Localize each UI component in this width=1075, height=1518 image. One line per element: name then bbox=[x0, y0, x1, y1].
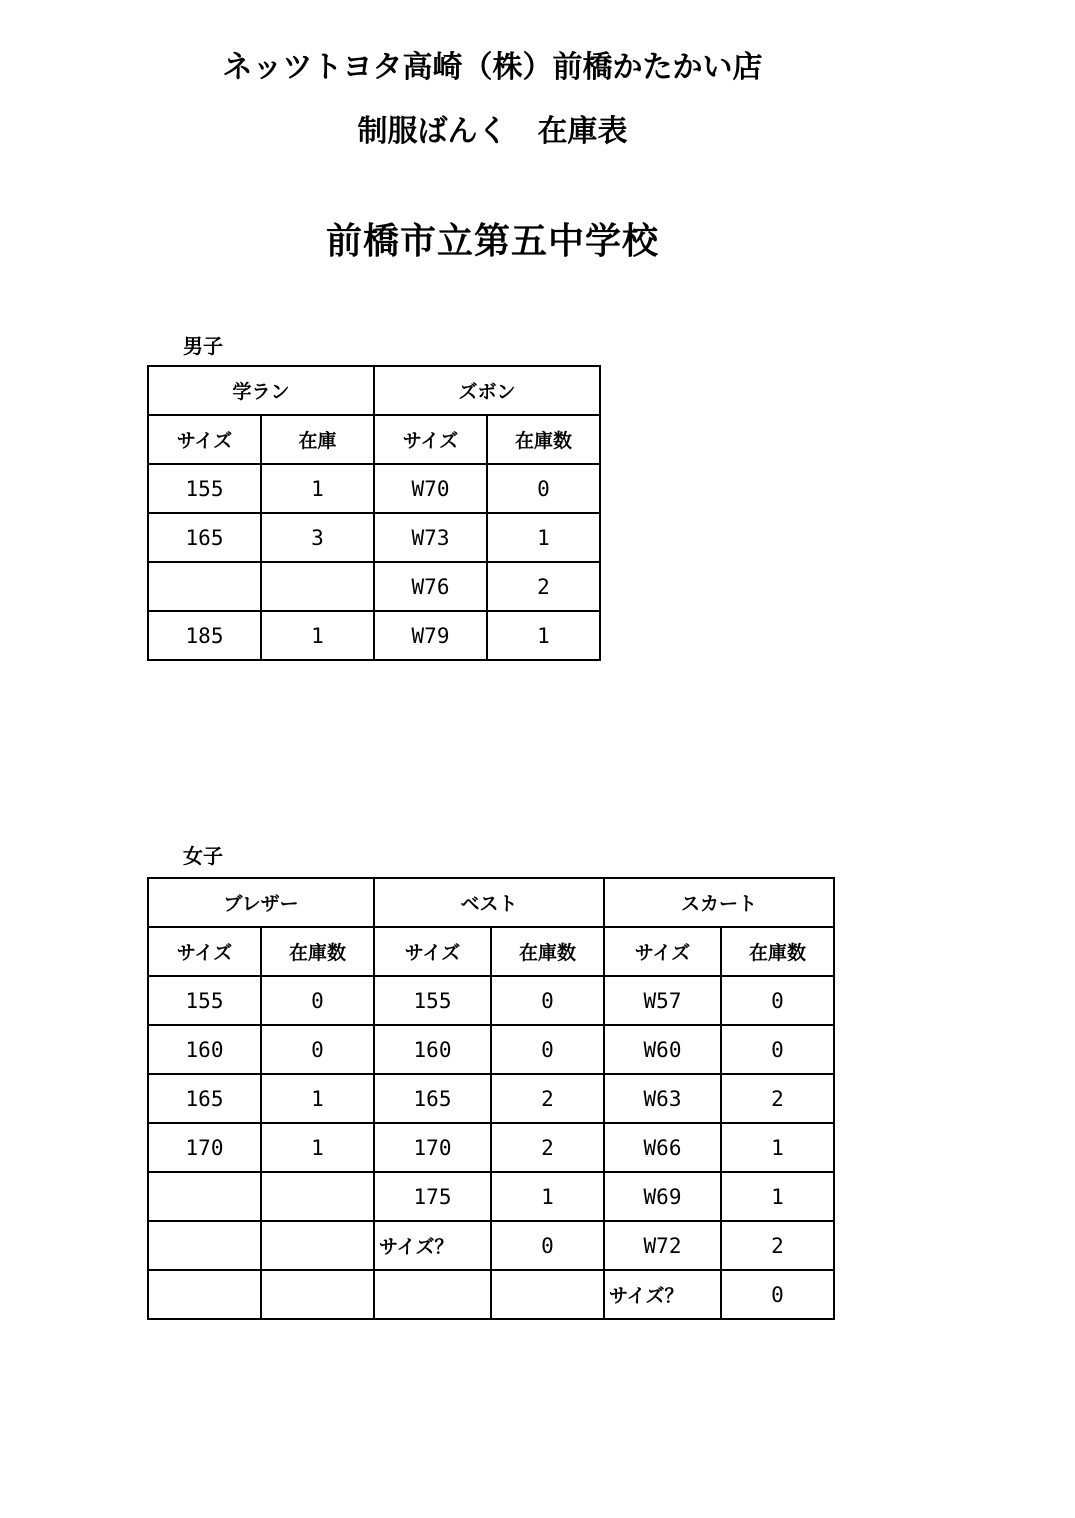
size-cell bbox=[148, 1221, 261, 1270]
size-cell: W66 bbox=[604, 1123, 721, 1172]
size-cell: サイズ？ bbox=[374, 1221, 491, 1270]
size-cell: 155 bbox=[374, 976, 491, 1025]
group-header-zubon: ズボン bbox=[374, 366, 600, 415]
stock-cell: 2 bbox=[491, 1074, 604, 1123]
size-cell: 155 bbox=[148, 976, 261, 1025]
size-cell: W79 bbox=[374, 611, 487, 660]
column-header: サイズ bbox=[604, 927, 721, 976]
size-cell: W63 bbox=[604, 1074, 721, 1123]
column-header: 在庫数 bbox=[491, 927, 604, 976]
size-cell bbox=[148, 1270, 261, 1319]
stock-cell: 2 bbox=[487, 562, 600, 611]
stock-cell: 2 bbox=[721, 1221, 834, 1270]
stock-cell bbox=[261, 1172, 374, 1221]
stock-cell: 0 bbox=[491, 976, 604, 1025]
column-header: 在庫数 bbox=[721, 927, 834, 976]
stock-cell bbox=[261, 1221, 374, 1270]
table-row bbox=[148, 1221, 834, 1270]
girls-stock-table bbox=[147, 877, 835, 1320]
stock-cell: 0 bbox=[487, 464, 600, 513]
table-row bbox=[148, 562, 600, 611]
stock-cell: 0 bbox=[721, 1025, 834, 1074]
group-header-blazer: ブレザー bbox=[148, 878, 374, 927]
stock-cell: 0 bbox=[261, 1025, 374, 1074]
table-row bbox=[148, 1123, 834, 1172]
size-cell: 175 bbox=[374, 1172, 491, 1221]
stock-cell: 1 bbox=[261, 464, 374, 513]
boys-column-header-row bbox=[148, 415, 600, 464]
stock-cell: 1 bbox=[261, 1074, 374, 1123]
boys-stock-table bbox=[147, 365, 601, 661]
size-cell: W72 bbox=[604, 1221, 721, 1270]
group-header-gakuran: 学ラン bbox=[148, 366, 374, 415]
size-cell: 170 bbox=[148, 1123, 261, 1172]
group-header-skirt: スカート bbox=[604, 878, 834, 927]
size-cell: 155 bbox=[148, 464, 261, 513]
size-cell: 165 bbox=[148, 1074, 261, 1123]
school-name-title: 前橋市立第五中学校 bbox=[325, 221, 659, 262]
stock-cell: 1 bbox=[721, 1123, 834, 1172]
stock-cell: 0 bbox=[721, 976, 834, 1025]
stock-cell bbox=[261, 562, 374, 611]
girls-section-label: 女子 bbox=[183, 844, 223, 868]
size-cell: 160 bbox=[374, 1025, 491, 1074]
size-cell: W76 bbox=[374, 562, 487, 611]
size-cell: 160 bbox=[148, 1025, 261, 1074]
table-row bbox=[148, 1074, 834, 1123]
stock-cell bbox=[491, 1270, 604, 1319]
column-header: 在庫 bbox=[261, 415, 374, 464]
stock-cell: 1 bbox=[721, 1172, 834, 1221]
inventory-subtitle: 制服ばんく 在庫表 bbox=[357, 114, 628, 149]
size-cell: 165 bbox=[374, 1074, 491, 1123]
table-row bbox=[148, 1270, 834, 1319]
size-cell: 170 bbox=[374, 1123, 491, 1172]
column-header: 在庫数 bbox=[487, 415, 600, 464]
size-cell: W70 bbox=[374, 464, 487, 513]
girls-group-header-row bbox=[148, 878, 834, 927]
boys-section-label: 男子 bbox=[183, 334, 223, 358]
size-cell bbox=[374, 1270, 491, 1319]
table-row bbox=[148, 1025, 834, 1074]
boys-group-header-row bbox=[148, 366, 600, 415]
stock-cell: 1 bbox=[261, 1123, 374, 1172]
size-cell: W60 bbox=[604, 1025, 721, 1074]
store-name-title: ネッツトヨタ高崎（株）前橋かたかい店 bbox=[222, 50, 763, 85]
stock-cell: 1 bbox=[487, 513, 600, 562]
group-header-vest: ベスト bbox=[374, 878, 604, 927]
stock-cell: 0 bbox=[261, 976, 374, 1025]
table-row bbox=[148, 464, 600, 513]
table-row bbox=[148, 513, 600, 562]
table-row bbox=[148, 976, 834, 1025]
stock-cell: 2 bbox=[721, 1074, 834, 1123]
column-header: サイズ bbox=[374, 415, 487, 464]
size-cell: W73 bbox=[374, 513, 487, 562]
stock-cell: 1 bbox=[487, 611, 600, 660]
stock-cell: 1 bbox=[491, 1172, 604, 1221]
table-row bbox=[148, 611, 600, 660]
stock-cell: 2 bbox=[491, 1123, 604, 1172]
table-row bbox=[148, 1172, 834, 1221]
stock-cell: 0 bbox=[721, 1270, 834, 1319]
size-cell bbox=[148, 562, 261, 611]
stock-cell: 3 bbox=[261, 513, 374, 562]
stock-cell: 0 bbox=[491, 1025, 604, 1074]
stock-cell: 0 bbox=[491, 1221, 604, 1270]
size-cell: 185 bbox=[148, 611, 261, 660]
size-cell bbox=[148, 1172, 261, 1221]
stock-cell bbox=[261, 1270, 374, 1319]
size-cell: W69 bbox=[604, 1172, 721, 1221]
size-cell: 165 bbox=[148, 513, 261, 562]
column-header: サイズ bbox=[148, 415, 261, 464]
girls-column-header-row bbox=[148, 927, 834, 976]
column-header: サイズ bbox=[148, 927, 261, 976]
size-cell: W57 bbox=[604, 976, 721, 1025]
stock-cell: 1 bbox=[261, 611, 374, 660]
column-header: サイズ bbox=[374, 927, 491, 976]
size-cell: サイズ？ bbox=[604, 1270, 721, 1319]
column-header: 在庫数 bbox=[261, 927, 374, 976]
